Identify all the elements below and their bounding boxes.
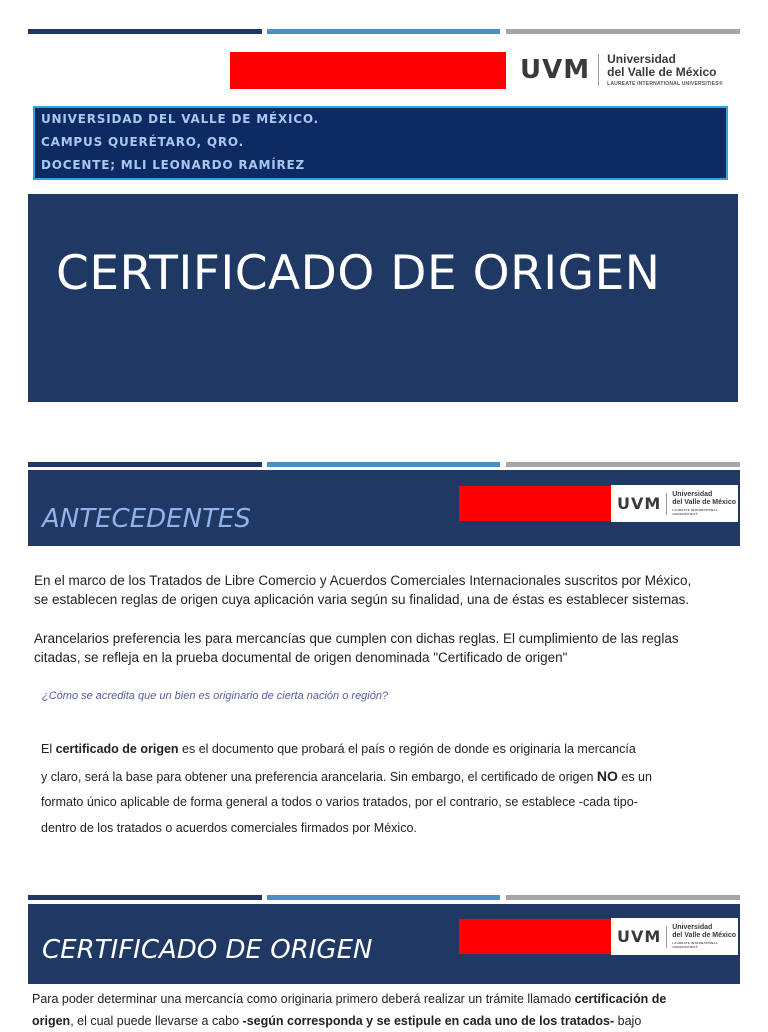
uvm-logo bbox=[512, 46, 738, 94]
antecedentes-paragraph-2 bbox=[34, 629, 756, 667]
info-university: UNIVERSIDAD DEL VALLE DE MÉXICO. bbox=[41, 112, 319, 126]
p3-line2-bold: origen bbox=[32, 1014, 71, 1028]
cert-line1-bold: certificado de origen bbox=[55, 742, 179, 756]
slide2-logo-name-line2: del Valle de México bbox=[672, 498, 737, 506]
red-banner bbox=[230, 52, 506, 89]
slide3-bar-gray bbox=[506, 895, 740, 900]
p3-line2-post: bajo bbox=[614, 1014, 642, 1028]
cert-line-4: dentro de los tratados o acuerdos comerciales firmados por México. bbox=[41, 821, 417, 835]
logo-name-line2: del Valle de México bbox=[607, 64, 717, 79]
top-bar-gray bbox=[506, 29, 740, 34]
slide-title: CERTIFICADO DE ORIGEN bbox=[56, 246, 661, 301]
antecedentes-heading: ANTECEDENTES bbox=[42, 504, 251, 534]
p2-line1: Arancelarios preferencia les para mercancías que cumplen con dichas reglas. El cumplimiento de las reglas bbox=[34, 631, 679, 646]
question-text: ¿Cómo se acredita que un bien es originario de cierta nación o región? bbox=[42, 690, 389, 702]
certificado-paragraph bbox=[32, 988, 732, 1032]
p3-line1-pre: Para poder determinar una mercancía como originaria primero deberá realizar un trámite llamado bbox=[32, 992, 575, 1006]
slide2-uvm-logo bbox=[611, 485, 738, 522]
p3-line1-bold: certificación de bbox=[574, 992, 667, 1006]
slide3-logo-tagline: LAUREATE INTERNATIONAL UNIVERSITIES® bbox=[672, 940, 718, 949]
slide3-bar-blue bbox=[267, 895, 500, 900]
slide2-bar-gray bbox=[506, 462, 740, 467]
top-bar-navy bbox=[28, 29, 262, 34]
cert-line1-post: es el documento que probará el país o región de donde es originaria la mercancía bbox=[178, 742, 636, 756]
slide2-logo-separator bbox=[666, 493, 667, 515]
p2-line2: citadas, se refleja en la prueba documental de origen denominada "Certificado de origen" bbox=[34, 650, 568, 665]
cert-line2-post: es un bbox=[617, 770, 652, 784]
certificado-heading: CERTIFICADO DE ORIGEN bbox=[42, 935, 373, 965]
slide2-logo-tagline: LAUREATE INTERNATIONAL UNIVERSITIES® bbox=[672, 507, 718, 516]
logo-separator bbox=[598, 54, 599, 86]
slide2-logo-mark: UVM bbox=[617, 494, 662, 513]
slide3-logo-name-line1: Universidad bbox=[672, 924, 713, 932]
info-teacher: DOCENTE; MLI LEONARDO RAMÍREZ bbox=[41, 158, 306, 172]
slide2-bar-navy bbox=[28, 462, 262, 467]
cert-line-3: formato único aplicable de forma general a todos o varios tratados, por el contrario, se establece -cada tipo- bbox=[41, 795, 638, 809]
slide3-logo-separator bbox=[666, 926, 667, 948]
antecedentes-paragraph-1 bbox=[34, 571, 756, 609]
slide2-red-banner bbox=[459, 486, 611, 521]
p3-line1 bbox=[32, 988, 732, 1010]
info-box bbox=[33, 106, 728, 180]
logo-name-line1: Universidad bbox=[607, 51, 676, 66]
cert-line-1 bbox=[41, 742, 741, 756]
slide3-bar-navy bbox=[28, 895, 262, 900]
slide2-logo-name-line1: Universidad bbox=[672, 491, 713, 499]
cert-line2-pre: y claro, será la base para obtener una preferencia arancelaria. Sin embargo, el certificado de origen bbox=[41, 770, 597, 784]
cert-line2-bold: NO bbox=[596, 768, 618, 784]
p3-line2-bold2: -según corresponda y se estipule en cada uno de los tratados- bbox=[242, 1014, 615, 1028]
title-panel bbox=[28, 194, 738, 402]
p1-line2: se establecen reglas de origen cuya aplicación varia según su finalidad, una de éstas es establecer sistemas. bbox=[34, 592, 690, 607]
logo-mark: UVM bbox=[520, 55, 591, 85]
info-campus: CAMPUS QUERÉTARO, QRO. bbox=[41, 135, 244, 149]
p1-line1: En el marco de los Tratados de Libre Comercio y Acuerdos Comerciales Internacionales suscritos por México, bbox=[34, 573, 692, 588]
p3-line2 bbox=[32, 1010, 732, 1032]
p3-line2-mid: , el cual puede llevarse a cabo bbox=[70, 1014, 243, 1028]
slide2-bar-blue bbox=[267, 462, 500, 467]
slide3-logo-mark: UVM bbox=[617, 927, 662, 946]
cert-line1-pre: El bbox=[41, 742, 56, 756]
top-bar-blue bbox=[267, 29, 500, 34]
slide3-logo-name-line2: del Valle de México bbox=[672, 931, 737, 939]
slide3-red-banner bbox=[459, 919, 611, 954]
logo-tagline: LAUREATE INTERNATIONAL UNIVERSITIES® bbox=[607, 81, 723, 88]
cert-line-2 bbox=[41, 768, 741, 784]
slide3-uvm-logo bbox=[611, 918, 738, 955]
